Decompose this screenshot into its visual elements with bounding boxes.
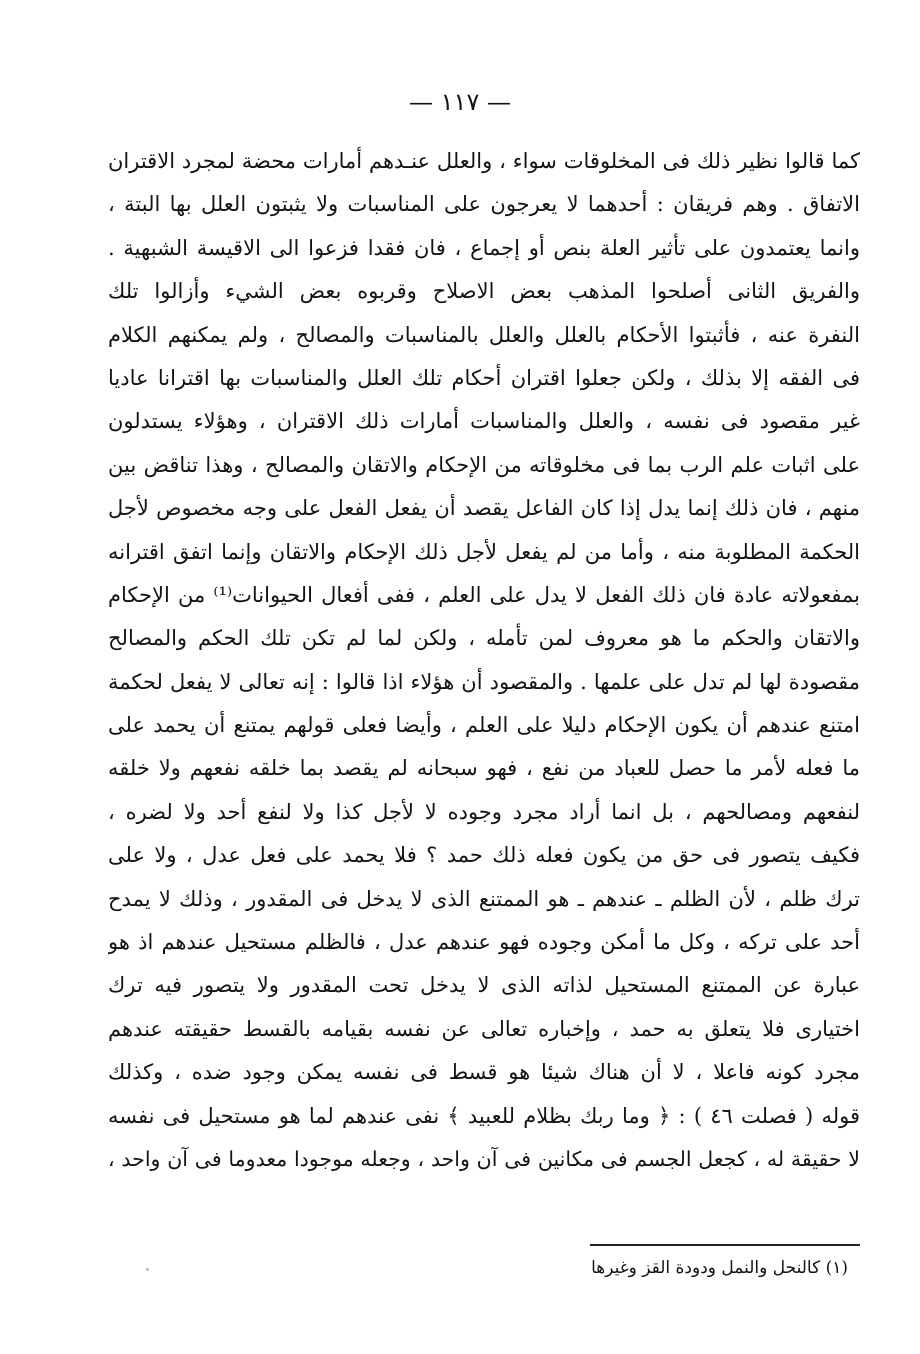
text-line: والاتقان والحكم ما هو معروف لمن تأمله ، ولكن لما لم تكن تلك الحكم والمصالح (108, 626, 860, 651)
text-line: ترك ظلم ، لأن الظلم ـ عندهم ـ هو الممتنع الذى لا يدخل فى المقدور ، وذلك لا يمدح (108, 886, 860, 911)
text-line: فى الفقه إلا بذلك ، ولكن جعلوا اقتران أحكام تلك العلل والمناسبات بها اقترانا عاديا (108, 365, 860, 390)
text-line: مقصودة لها لم تدل على علمها . والمقصود أن هؤلاء اذا قالوا : إنه تعالى لا يفعل لحكمة (108, 669, 860, 694)
text-line: على اثبات علم الرب بما فى مخلوقاته من الإحكام والاتقان والمصالح ، وهذا تناقض بين (108, 452, 860, 477)
footnote: (١) كالنحل والنمل ودودة القز وغيرها (591, 1258, 848, 1278)
text-line: اختيارى فلا يتعلق به حمد ، وإخباره تعالى عن نفسه بقيامه بالقسط حقيقته عندهم (108, 1016, 860, 1041)
text-line: امتنع عندهم أن يكون الإحكام دليلا على العلم ، وأيضا فعلى قولهم يمتنع أن يحمد على (108, 713, 860, 738)
text-line: لنفعهم ومصالحهم ، بل انما أراد مجرد وجوده لا لأجل كذا ولا لنفع أحد ولا لضره ، (108, 799, 860, 824)
text-line: مجرد كونه فاعلا ، لا أن هناك شيئا هو قسط فى نفسه يمكن وجود ضده ، وكذلك (108, 1060, 860, 1085)
text-line: الحكمة المطلوبة منه ، وأما من لم يفعل لأجل ذلك الإحكام والاتقان وإنما اتفق اقترانه (108, 539, 860, 564)
text-line: غير مقصود فى نفسه ، والعلل والمناسبات أمارات ذلك الاقتران ، وهؤلاء يستدلون (108, 409, 860, 434)
text-line: لا حقيقة له ، كجعل الجسم فى مكانين فى آن واحد ، وجعله موجودا معدوما فى آن واحد ، (108, 1146, 860, 1171)
text-line: قوله ( فصلت ٤٦ ) : ﴿ وما ربك بظلام للعبيد ﴾ نفى عندهم لما هو مستحيل فى نفسه (108, 1103, 860, 1128)
text-line: وانما يعتمدون على تأثير العلة بنص أو إجماع ، فان فقدا فزعوا الى الاقيسة الشبهية . (108, 235, 860, 260)
text-line: كما قالوا نظير ذلك فى المخلوقات سواء ، والعلل عنـدهم أمارات محضة لمجرد الاقتران (108, 149, 860, 173)
text-line: فكيف يتصور فى حق من يكون فعله ذلك حمد ؟ فلا يحمد على فعل عدل ، ولا على (108, 843, 860, 868)
text-line: والفريق الثانى أصلحوا المذهب بعض الاصلاح وقربوه بعض الشيء وأزالوا تلك (108, 279, 860, 304)
text-line: أحد على تركه ، وكل ما أمكن وجوده فهو عندهم عدل ، فالظلم مستحيل عندهم اذ هو (108, 930, 860, 955)
text-line: الاتفاق . وهم فريقان : أحدهما لا يعرجون على المناسبات ولا يثبتون العلل بها البتة ، (108, 192, 860, 217)
text-line: النفرة عنه ، فأثبتوا الأحكام بالعلل والعلل بالمناسبات والمصالح ، ولم يمكنهم الكلام (108, 322, 860, 347)
text-line: ما فعله لأمر ما حصل للعباد من نفع ، فهو سبحانه لم يقصد بما خلقه نفعهم ولا خلقه (108, 756, 860, 781)
text-line: بمفعولاته عادة فان ذلك الفعل لا يدل على العلم ، ففى أفعال الحيوانات⁽¹⁾ من الإحكام (108, 582, 860, 607)
body-text (108, 140, 860, 1181)
page-number: — ١١٧ — (409, 88, 511, 116)
text-line: عبارة عن الممتنع المستحيل لذاته الذى لا يدخل تحت المقدور ولا يتصور فيه ترك (108, 973, 860, 998)
text-line: منهم ، فان ذلك إنما يدل إذا كان الفاعل يقصد أن يفعل الفعل على وجه مخصوص لأجل (108, 496, 860, 521)
scan-speck (146, 1268, 149, 1271)
footnote-divider (590, 1244, 860, 1246)
